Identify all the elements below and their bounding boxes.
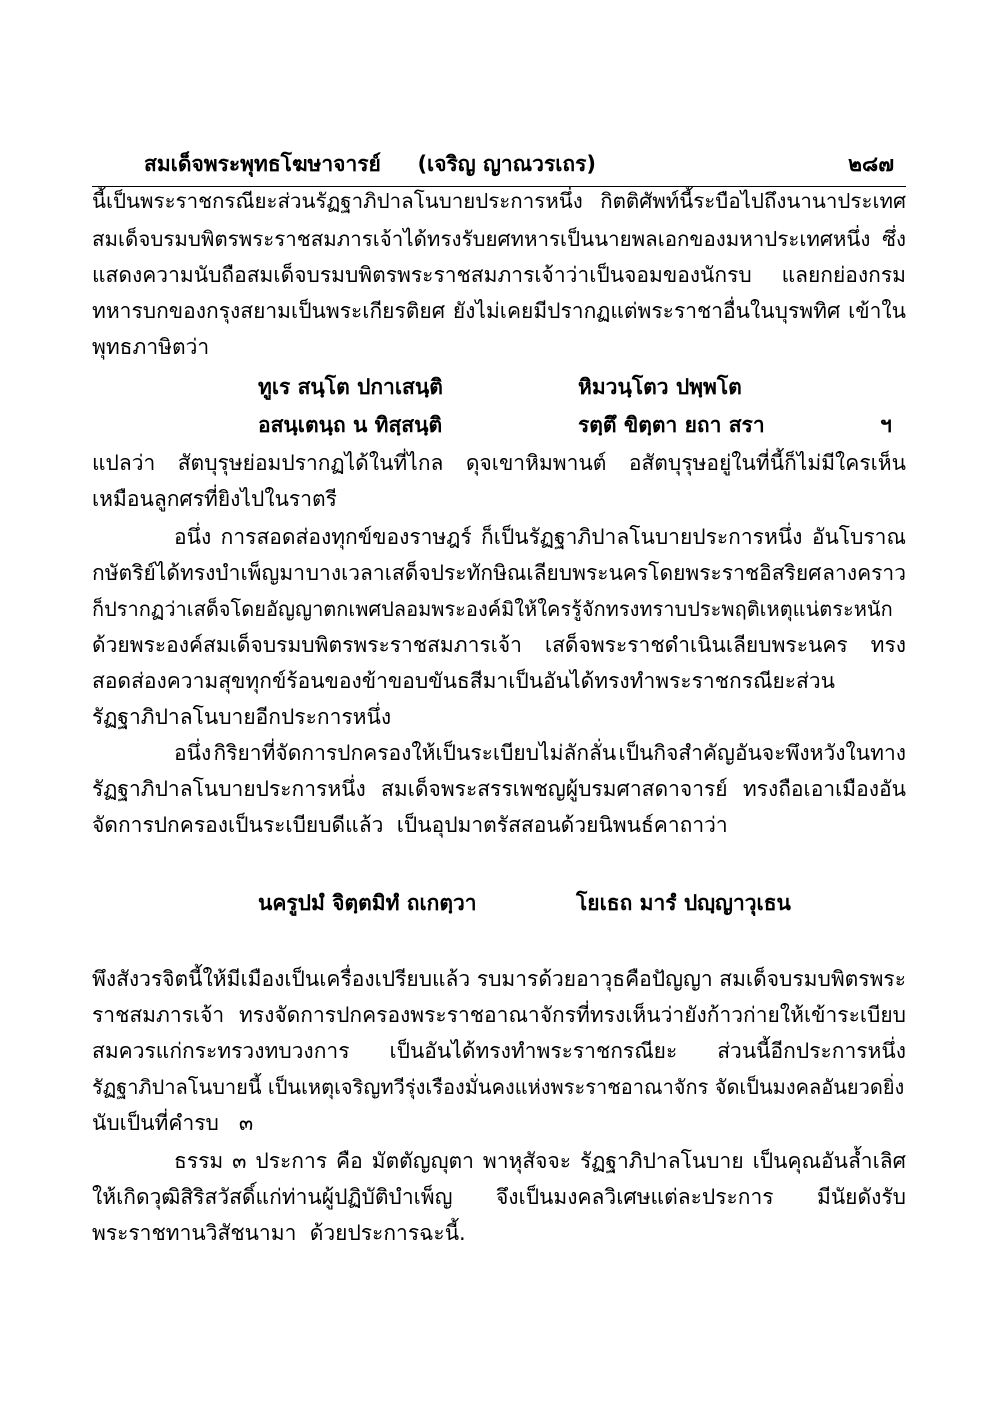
page-header xyxy=(92,146,906,187)
text-segment: เป็นคุณอันล้ำเลิศ xyxy=(752,1149,906,1173)
text-segment: จึงเป็นมงคลวิเศษแต่ละประการ xyxy=(495,1185,774,1209)
text-segment: อสัตบุรุษอยู่ในที่นี้ก็ไม่มีใครเห็น xyxy=(628,451,906,475)
text-segment: เหมือนลูกศรที่ยิงไปในราตรี xyxy=(92,487,337,511)
text-line xyxy=(92,522,906,552)
text-segment: บางเวลาเสด็จประทักษิณเลียบพระนครโดยพระราชอิสริยศ xyxy=(305,561,822,585)
text-segment: รบมารด้วยอาวุธคือปัญญา xyxy=(476,967,713,991)
text-line xyxy=(92,332,906,362)
text-line xyxy=(92,630,906,660)
text-line xyxy=(92,1108,906,1138)
text-line xyxy=(92,1218,906,1248)
page-number: ๒๘๗ xyxy=(848,152,894,176)
verse1-end-mark: ฯ xyxy=(880,413,892,437)
text-segment: นับเป็นที่คำรบ ๓ xyxy=(92,1111,254,1135)
text-segment: ทรงถือเอาเมืองอัน xyxy=(742,777,906,801)
text-segment: รัฏฐาภิปาลโนบายนี้ เป็นเหตุเจริญทวีรุ่งเรืองมั่นคงแห่งพระราชอาณาจักร จัดเป็นมงคลอันยวดยิ่ง xyxy=(92,1075,905,1099)
text-segment: คือ xyxy=(336,1149,363,1173)
text-segment: ด้วยพระองค์สมเด็จบรมบพิตรพระราชสมภารเจ้า xyxy=(92,633,522,657)
text-segment: สอดส่องความสุขทุกข์ร้อนของข้าขอบขันธสีมาเป็นอันได้ทรงทำพระราชกรณียะส่วน xyxy=(92,669,835,693)
text-line xyxy=(92,594,906,624)
header-subtitle: (เจริญ ญาณวรเถร) xyxy=(417,152,597,176)
text-line xyxy=(92,810,906,840)
text-segment: พระราชทานวิสัชนามา ด้วยประการฉะนี้. xyxy=(92,1221,466,1245)
text-line xyxy=(92,964,906,994)
text-segment: เข้าใน xyxy=(848,299,906,323)
text-segment: สมควรแก่กระทรวงทบวงการ xyxy=(92,1039,350,1063)
text-segment: อนึ่ง xyxy=(174,741,212,765)
text-segment: เป็นกิจสำคัญอันจะพึงหวังในทาง xyxy=(618,741,906,765)
text-segment: พึงสังวรจิตนี้ให้มีเมืองเป็นเครื่องเปรียบแล้ว xyxy=(92,967,471,991)
text-segment: ประการ xyxy=(255,1149,328,1173)
text-line xyxy=(92,296,906,326)
text-segment: เสด็จพระราชดำเนินเลียบพระนคร xyxy=(544,633,848,657)
text-segment: ทหารบกของกรุงสยามเป็นพระเกียรติยศ xyxy=(92,299,446,323)
text-segment: ให้เกิดวุฒิสิริสวัสดิ์แก่ท่านผู้ปฏิบัติบำเพ็ญ xyxy=(92,1185,453,1209)
text-line xyxy=(92,1072,906,1102)
text-segment: ก็ปรากฏว่าเสด็จโดยอัญญาตกเพศปลอมพระองค์มิให้ใครรู้จักทรงทราบประพฤติเหตุแน่ตระหนัก xyxy=(92,597,893,621)
text-segment: สมเด็จพระสรรเพชญผู้บรมศาสดาจารย์ xyxy=(381,777,728,801)
text-segment: กิตติศัพท์นี้ระบือไปถึงนานาประเทศ xyxy=(600,189,906,213)
text-segment: รัฏฐาภิปาลโนบายอีกประการหนึ่ง xyxy=(92,705,392,729)
text-segment: มีนัยดังรับ xyxy=(816,1185,906,1209)
text-segment: กิริยาที่จัดการปกครองให้เป็นระเบียบไม่ลักลั่น xyxy=(213,741,617,765)
text-segment: พุทธภาษิตว่า xyxy=(92,335,210,359)
verse2-right: โยเธถ มารํ ปญฺญาวุเธน xyxy=(576,891,791,915)
text-segment: สัตบุรุษย่อมปรากฏได้ในที่ไกล xyxy=(177,451,444,475)
verse1-line2-right: รตฺตึ ขิตฺตา ยถา สรา xyxy=(578,413,765,437)
text-segment: แลยกย่องกรม xyxy=(781,263,906,287)
verse2-left: นครูปมํ จิตฺตมิทํ ถเกตฺวา xyxy=(258,891,477,915)
text-segment: กษัตริย์ได้ทรงบำเพ็ญมา xyxy=(92,561,306,585)
text-segment: มัตตัญญุตา xyxy=(371,1149,474,1173)
text-segment: ธรรม xyxy=(174,1149,224,1173)
text-segment: ซึ่ง xyxy=(882,227,906,251)
text-segment: ทรงจัดการปกครองพระราชอาณาจักรที่ทรงเห็นว่ายังก้าวก่ายให้เข้าระเบียบ xyxy=(238,1003,906,1027)
header-author xyxy=(144,148,596,181)
text-segment: สมเด็จบรมบพิตรพระ xyxy=(719,967,906,991)
text-segment: สมเด็จบรมบพิตรพระราชสมภารเจ้าได้ทรงรับยศทหารเป็นนายพลเอกของมหาประเทศหนึ่ง xyxy=(92,227,871,251)
header-title: สมเด็จพระพุทธโฆษาจารย์ xyxy=(144,152,381,176)
text-line xyxy=(92,1036,906,1066)
text-line xyxy=(92,224,906,254)
text-line xyxy=(92,666,906,696)
text-segment: พาหุสัจจะ xyxy=(482,1149,572,1173)
text-line xyxy=(92,702,906,732)
text-segment: จัดการปกครองเป็นระเบียบดีแล้ว เป็นอุปมาตรัสสอนด้วยนิพนธ์คาถาว่า xyxy=(92,813,728,837)
text-line xyxy=(92,774,906,804)
text-segment: อนึ่ง xyxy=(174,525,212,549)
text-line xyxy=(92,558,906,588)
text-line xyxy=(92,186,906,216)
text-line xyxy=(92,1000,906,1030)
verse1-line1-right: หิมวนฺโตว ปพฺพโต xyxy=(578,375,742,399)
text-line xyxy=(92,1146,906,1176)
text-segment: แสดงความนับถือสมเด็จบรมบพิตรพระราชสมภารเจ้าว่าเป็นจอมของนักรบ xyxy=(92,263,752,287)
text-segment: ลางคราว xyxy=(822,561,906,585)
text-segment: แปลว่า xyxy=(92,451,156,475)
text-segment: นี้เป็นพระราชกรณียะส่วนรัฏฐาภิปาลโนบายประการหนึ่ง xyxy=(92,189,583,213)
text-segment: ทรง xyxy=(870,633,906,657)
text-segment: การสอดส่องทุกข์ของราษฎร์ xyxy=(220,525,472,549)
text-segment: ส่วนนี้อีกประการหนึ่ง xyxy=(717,1039,906,1063)
text-segment: รัฏฐาภิปาลโนบาย xyxy=(580,1149,744,1173)
text-segment: เป็นอันได้ทรงทำพระราชกรณียะ xyxy=(389,1039,678,1063)
text-segment: ยังไม่เคยมีปรากฏแต่พระราชาอื่นในบุรพทิศ xyxy=(452,299,841,323)
text-segment: อันโบราณ xyxy=(811,525,906,549)
text-line xyxy=(92,484,906,514)
text-line xyxy=(92,448,906,478)
text-line xyxy=(92,260,906,290)
text-segment: ราชสมภารเจ้า xyxy=(92,1003,225,1027)
text-line xyxy=(92,1182,906,1212)
verse1-line2-left: อสนฺเตนฺถ น ทิสฺสนฺติ xyxy=(258,413,443,437)
text-line xyxy=(92,738,906,768)
text-segment: ดุจเขาหิมพานต์ xyxy=(465,451,607,475)
text-segment: ๓ xyxy=(232,1149,247,1173)
text-segment: รัฏฐาภิปาลโนบายประการหนึ่ง xyxy=(92,777,366,801)
text-segment: ก็เป็นรัฏฐาภิปาลโนบายประการหนึ่ง xyxy=(481,525,803,549)
verse1-line1-left: ทูเร สนฺโต ปกาเสนฺติ xyxy=(258,375,443,399)
